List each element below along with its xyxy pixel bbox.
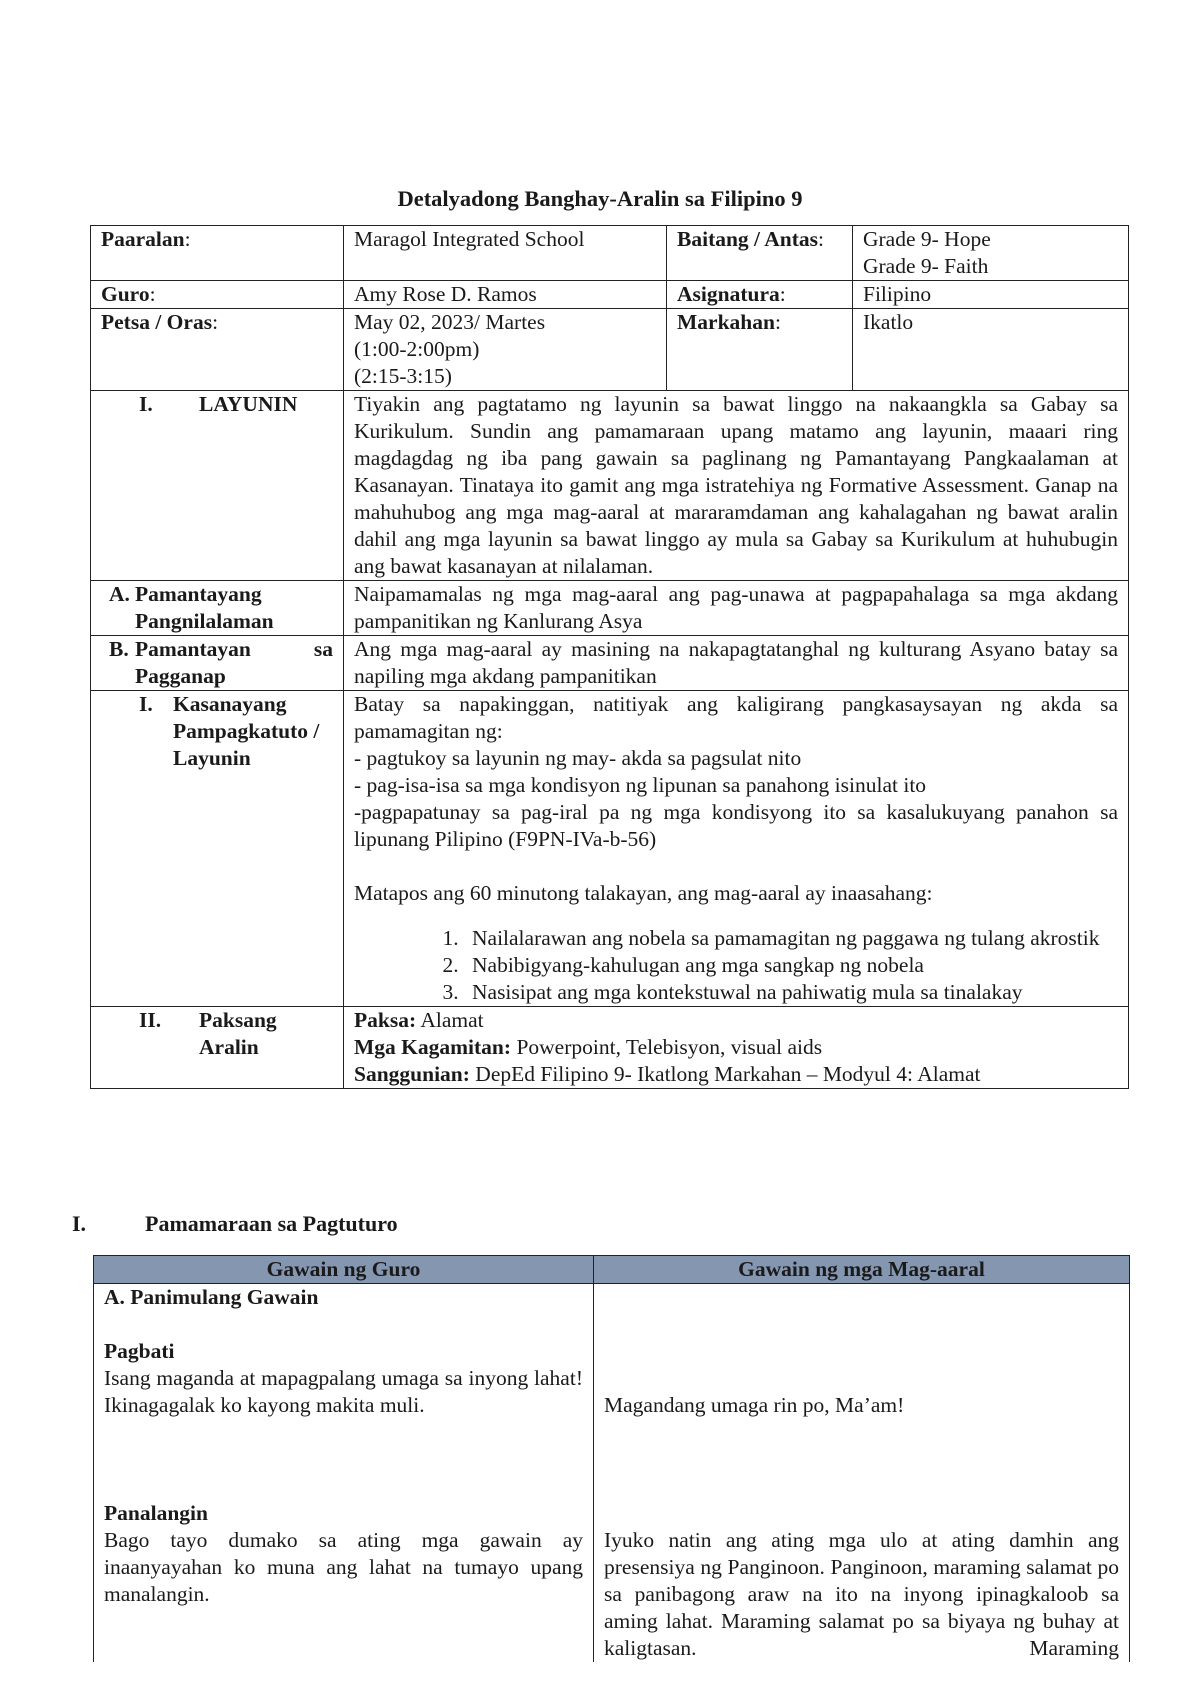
baitang-value-2: Grade 9- Faith [863, 254, 989, 278]
petsa-value-2: (1:00-2:00pm) [354, 337, 480, 361]
row-pamantayang-nilalaman [91, 581, 1129, 636]
col-header-magaaral: Gawain ng mga Mag-aaral [594, 1256, 1130, 1284]
lesson-info-table [90, 225, 1129, 1089]
asignatura-value: Filipino [853, 281, 1129, 309]
kasanayan-line-1: - pagtukoy sa layunin ng may- akda sa pagsulat nito [354, 746, 802, 770]
panimulang-gawain-title: A. Panimulang Gawain [104, 1285, 319, 1309]
guro-label: Guro [101, 282, 150, 306]
kagamitan-line: Mga Kagamitan: Powerpoint, Telebisyon, visual aids [354, 1035, 823, 1059]
pagbati-magaaral-text: Magandang umaga rin po, Ma’am! [604, 1393, 905, 1417]
paaralan-label: Paaralan [101, 227, 185, 251]
petsa-label: Petsa / Oras [101, 310, 213, 334]
kasanayan-heading: I. Kasanayang Pampagkatuto / Layunin [139, 692, 320, 770]
kasanayan-line-3: -pagpapatunay sa pag-iral pa ng mga kondisyong ito sa kasalukuyang panahon sa lipunang Pilipino (F9PN-IVa-b-56) [354, 800, 1118, 851]
objective-item: 3. Nasisipat ang mga kontekstuwal na pahiwatig mula sa tinalakay [464, 979, 1118, 1006]
objective-item: 2. Nabibigyang-kahulugan ang mga sangkap ng nobela [464, 952, 1118, 979]
objective-item: 1. Nailalarawan ang nobela sa pamamagitan ng paggawa ng tulang akrostik [464, 925, 1118, 952]
guro-value: Amy Rose D. Ramos [344, 281, 667, 309]
kasanayan-intro: Batay sa napakinggan, natitiyak ang kaligirang pangkasaysayan ng akda sa pamamagitan ng: [354, 692, 1118, 743]
paaralan-value: Maragol Integrated School [344, 226, 667, 281]
pamantayang-nilalaman-text: Naipamamalas ng mga mag-aaral ang pag-unawa at pagpapahalaga sa mga akdang pampanitikan ng Kanlurang Asya [344, 581, 1129, 636]
row-pamantayan-pagganap [91, 636, 1129, 691]
row-paksang-aralin [91, 1007, 1129, 1089]
row-paaralan: Paaralan: Maragol Integrated School Baitang / Antas: Grade 9- Hope Grade 9- Faith [91, 226, 1129, 281]
pamantayan-pagganap-heading: B. Pamantayan sa Pagganap [109, 637, 333, 688]
objectives-list [354, 925, 1118, 1006]
layunin-text: Tiyakin ang pagtatamo ng layunin sa bawat linggo na nakaangkla sa Gabay sa Kurikulum. Sundin ang pamamaraan upang matamo ang layunin, maaari ring magdagdag ng iba pang gawain sa paglinang ng Pamantayang Pangkaalaman at Kasanayan. Tinataya ito gamit ang mga istratehiya ng Formative Assessment. Ganap na mahuhubog ang mga mag-aaral at mararamdaman ang kahalagahan ng bawat aralin dahil ang mga layunin sa bawat linggo ay mula sa Gabay sa Kurikulum at huhubugin ang bawat kasanayan at nilalaman. [344, 391, 1129, 581]
paksang-aralin-heading: II. Paksang Aralin [139, 1008, 277, 1059]
layunin-heading: I. LAYUNIN [139, 392, 298, 416]
kasanayan-line-2: - pag-isa-isa sa mga kondisyon ng lipunan sa panahong isinulat ito [354, 773, 927, 797]
matapos-text: Matapos ang 60 minutong talakayan, ang mag-aaral ay inaasahang: [354, 881, 933, 905]
pagbati-title: Pagbati [104, 1339, 175, 1363]
procedure-body-row [94, 1284, 1130, 1663]
asignatura-label: Asignatura [677, 282, 780, 306]
row-petsa: Petsa / Oras: May 02, 2023/ Martes (1:00-2:00pm) (2:15-3:15) Markahan: Ikatlo [91, 309, 1129, 391]
row-kasanayan [91, 691, 1129, 1007]
row-layunin [91, 391, 1129, 581]
pamantayan-pagganap-text: Ang mga mag-aaral ay masining na nakapagtatanghal ng kulturang Asyano batay sa napiling mga akdang pampanitikan [344, 636, 1129, 691]
document-title: Detalyadong Banghay-Aralin sa Filipino 9 [397, 186, 803, 211]
panalangin-guro-text: Bago tayo dumako sa ating mga gawain ay inaanyayahan ko muna ang lahat na tumayo upang manalangin. [104, 1528, 583, 1606]
paksa-line: Paksa: Alamat [354, 1008, 484, 1032]
col-header-guro: Gawain ng Guro [94, 1256, 594, 1284]
procedure-header-row [94, 1256, 1130, 1284]
markahan-value: Ikatlo [853, 309, 1129, 391]
baitang-value-1: Grade 9- Hope [863, 227, 991, 251]
row-guro: Guro: Amy Rose D. Ramos Asignatura: Filipino [91, 281, 1129, 309]
procedure-table [93, 1255, 1130, 1662]
panalangin-magaaral-text: Iyuko natin ang ating mga ulo at ating damhin ang presensiya ng Panginoon. Panginoon, maraming salamat po sa panibagong araw na ito na inyong ipinagkaloob sa aming lahat. Maraming salamat po sa biyaya ng buhay at kaligtasan. Maraming [604, 1528, 1119, 1660]
petsa-value-1: May 02, 2023/ Martes [354, 310, 546, 334]
sanggunian-line: Sanggunian: DepEd Filipino 9- Ikatlong Markahan – Modyul 4: Alamat [354, 1062, 981, 1086]
panalangin-title: Panalangin [104, 1501, 208, 1525]
pamamaraan-heading: I. Pamamaraan sa Pagtuturo [72, 1211, 398, 1236]
markahan-label: Markahan [677, 310, 775, 334]
baitang-label: Baitang / Antas [677, 227, 818, 251]
pamantayang-nilalaman-heading: A. Pamantayang Pangnilalaman [109, 582, 274, 633]
pagbati-guro-text: Isang maganda at mapagpalang umaga sa inyong lahat! Ikinagagalak ko kayong makita muli. [104, 1366, 583, 1417]
petsa-value-3: (2:15-3:15) [354, 364, 452, 388]
